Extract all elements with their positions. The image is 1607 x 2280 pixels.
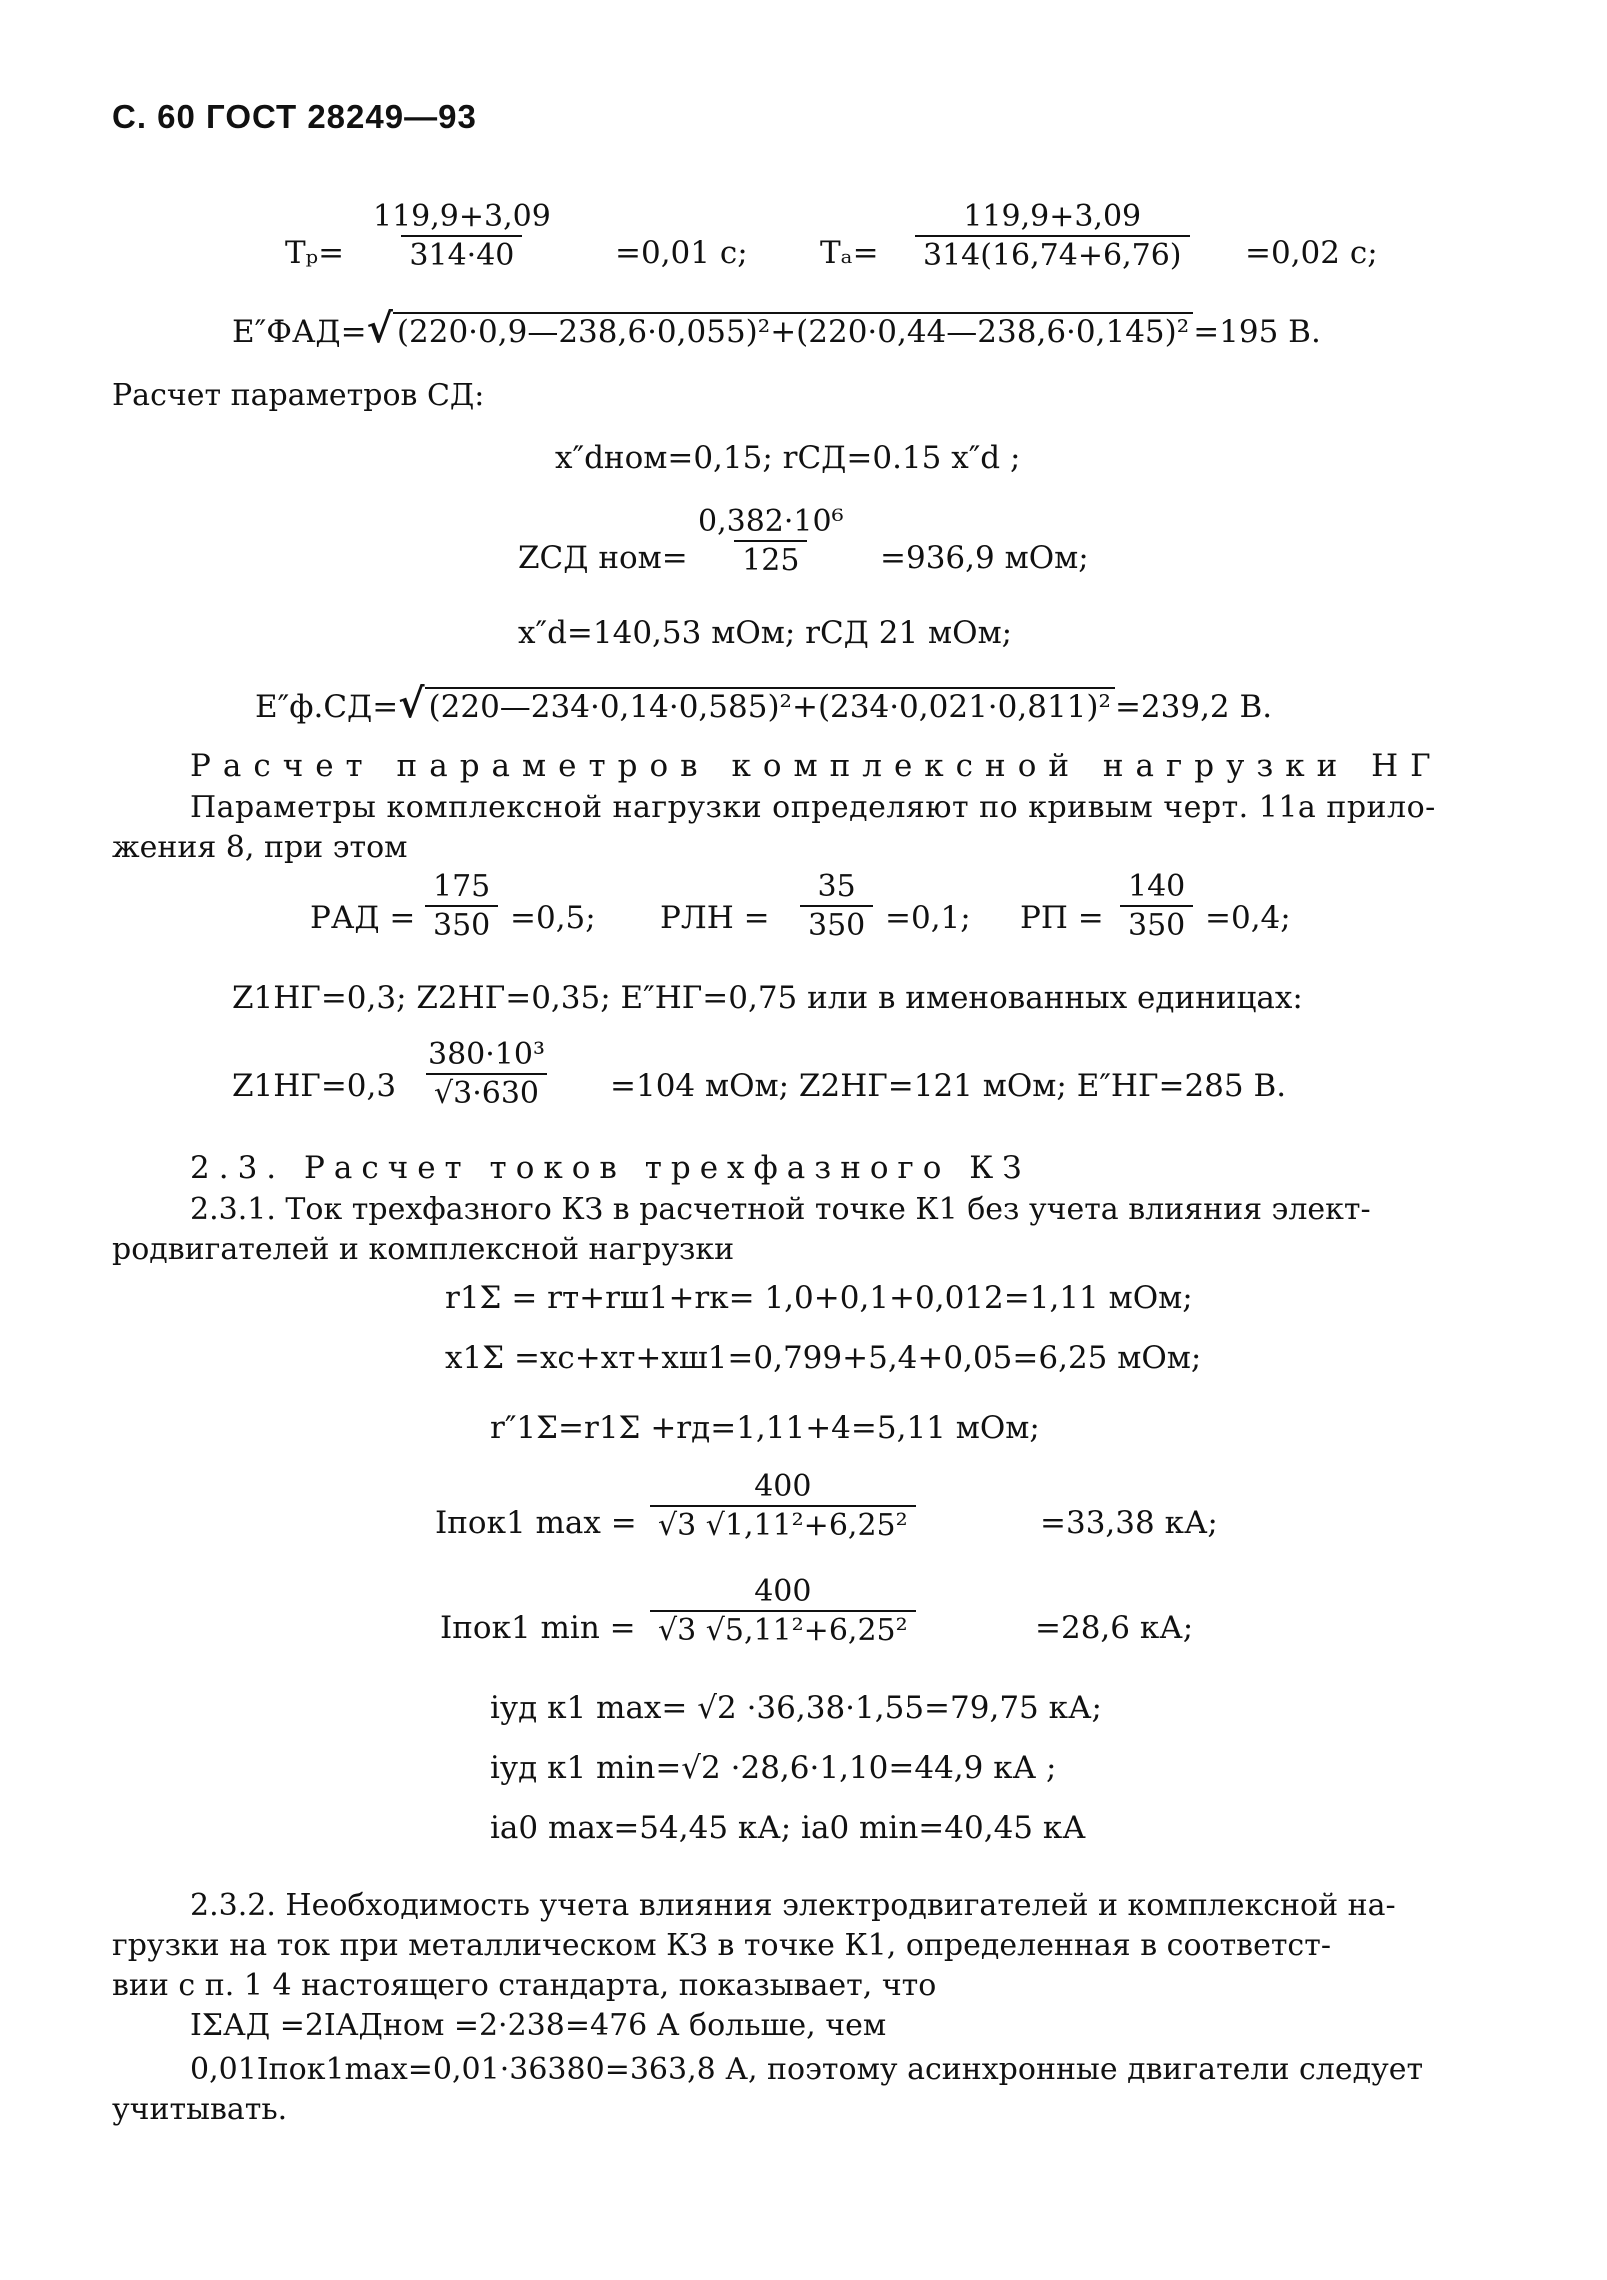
z1-ng-result: =104 мОм; Z2НГ=121 мОм; E″НГ=285 В. [610,1068,1287,1104]
p232-line6: учитывать. [112,2092,288,2127]
e-fad-label: E″ФАД= [232,314,367,350]
e-fad-result: =195 В. [1193,314,1321,350]
imax-label: Iпок1 max = [435,1505,637,1541]
pln-label: PЛН = [660,900,770,936]
p232-line4: IΣАД =2IАДном =2·238=476 А больше, чем [190,2008,887,2043]
ng-paragraph-line2: жения 8, при этом [112,830,408,865]
sd-line1: x″dном=0,15; rСД=0.15 x″d ; [555,440,1021,476]
z1-ng-label: Z1НГ=0,3 [232,1068,397,1104]
p232-line5: 0,01Iпок1max=0,01·36380=363,8 А, поэтому асинхронные двигатели следует [190,2052,1424,2087]
ia0-formula: ia0 max=54,45 кА; ia0 min=40,45 кА [490,1810,1086,1846]
imin-numerator: 400 [754,1574,812,1609]
ta-result: =0,02 с; [1245,235,1378,271]
pp-label: PП = [1020,900,1104,936]
imin-result: =28,6 кА; [1035,1610,1194,1646]
pp-result: =0,4; [1205,900,1291,936]
z-sd-fraction [690,505,852,578]
pln-fraction [800,870,873,943]
z1-ng-numerator: 380·10³ [428,1037,545,1072]
p232-line1: 2.3.2. Необходимость учета влияния электродвигателей и комплексной на- [190,1888,1396,1923]
sqrt-icon: √ [398,680,425,727]
ta-denominator: 314(16,74+6,76) [915,235,1190,274]
tp-fraction [365,200,559,273]
p232-line3: вии с п. 1 4 настоящего стандарта, показывает, что [112,1968,937,2003]
imin-denominator: √3 √5,11²+6,25² [650,1610,916,1649]
ng-paragraph-line1: Параметры комплексной нагрузки определяют по кривым черт. 11а прило- [190,790,1436,825]
imax-result: =33,38 кА; [1040,1505,1218,1541]
pad-label: PАД = [310,900,416,936]
sd-line3: x″d=140,53 мОм; rСД 21 мОм; [518,615,1013,651]
z-sd-label: ZСД ном= [518,540,688,576]
pln-denominator: 350 [800,905,873,944]
imax-fraction [650,1470,916,1543]
imin-label: Iпок1 min = [440,1610,636,1646]
z-ng-line: Z1НГ=0,3; Z2НГ=0,35; E″НГ=0,75 или в именованных единицах: [232,980,1303,1016]
e-sd-radicand: (220—234·0,14·0,585)²+(234·0,021·0,811)² [425,687,1115,725]
tp-denominator: 314·40 [401,235,522,274]
z1-ng-denominator: √3·630 [426,1073,547,1112]
e-sd-formula [255,680,1272,727]
e-sd-label: E″ф.СД= [255,689,399,725]
e-sd-result: =239,2 В. [1114,689,1273,725]
pp-denominator: 350 [1120,905,1193,944]
pad-denominator: 350 [425,905,498,944]
ta-numerator: 119,9+3,09 [963,199,1142,234]
z-sd-result: =936,9 мОм; [880,540,1089,576]
tp-numerator: 119,9+3,09 [373,199,551,234]
ta-label: Tₐ= [820,235,879,271]
pln-result: =0,1; [885,900,971,936]
pp-fraction [1120,870,1193,943]
z1-ng-fraction [420,1038,553,1111]
e-fad-formula [232,305,1321,352]
e-fad-radicand: (220·0,9—238,6·0,055)²+(220·0,44—238,6·0,145)² [393,312,1193,350]
imax-denominator: √3 √1,11²+6,25² [650,1505,916,1544]
pad-result: =0,5; [510,900,596,936]
pp-numerator: 140 [1128,869,1186,904]
sd-title: Расчет параметров СД: [112,378,485,413]
z-sd-denominator: 125 [734,540,807,579]
section-2-3-heading: 2.3. Расчет токов трехфазного КЗ [190,1150,1031,1186]
imin-fraction [650,1575,916,1648]
imax-numerator: 400 [754,1469,812,1504]
ta-fraction [915,200,1190,273]
page-header: С. 60 ГОСТ 28249—93 [112,98,477,135]
pad-numerator: 175 [433,869,491,904]
pln-numerator: 35 [817,869,856,904]
tp-label: Tₚ= [285,235,345,271]
r1-double-prime-formula: r″1Σ=r1Σ +rд=1,11+4=5,11 мОм; [490,1410,1040,1446]
tp-result: =0,01 с; [615,235,748,271]
r1-sum-formula: r1Σ = rт+rш1+rк= 1,0+0,1+0,012=1,11 мОм; [445,1280,1193,1316]
x1-sum-formula: x1Σ =xс+xт+xш1=0,799+5,4+0,05=6,25 мОм; [445,1340,1202,1376]
iud-max-formula: iуд к1 max= √2 ·36,38·1,55=79,75 кА; [490,1690,1102,1726]
z-sd-numerator: 0,382·10⁶ [698,504,844,539]
p231-line1: 2.3.1. Ток трехфазного КЗ в расчетной точке К1 без учета влияния элект- [190,1192,1371,1227]
sqrt-icon: √ [366,305,393,352]
iud-min-formula: iуд к1 min=√2 ·28,6·1,10=44,9 кА ; [490,1750,1057,1786]
ng-heading: Расчет параметров комплексной нагрузки НГ [190,748,1443,784]
p232-line2: грузки на ток при металлическом КЗ в точке К1, определенная в соответст- [112,1928,1331,1963]
pad-fraction [425,870,498,943]
p231-line2: родвигателей и комплексной нагрузки [112,1232,735,1267]
